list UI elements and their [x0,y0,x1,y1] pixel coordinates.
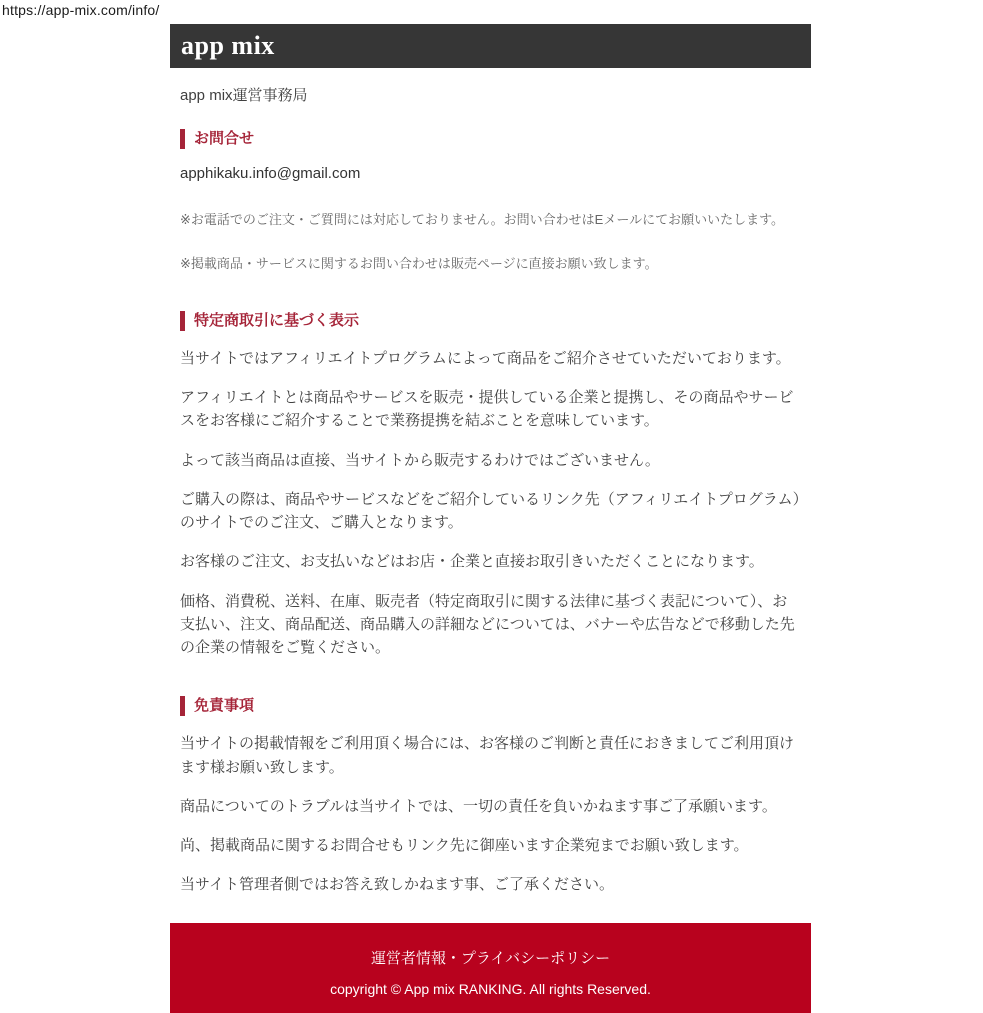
page-column [170,24,811,1013]
tokutei-paragraph: 価格、消費税、送料、在庫、販売者（特定商取引に関する法律に基づく表記について）、お支払い、注文、商品配送、商品購入の詳細などについては、バナーや広告などで移動した先の企業の情報をご覧ください。 [180,592,795,657]
tokutei-paragraph: よって該当商品は直接、当サイトから販売するわけではございません。 [180,451,660,469]
main-content [170,84,811,897]
disclaimer-paragraph: 当サイト管理者側ではお答え致しかねます事、ご了承ください。 [180,876,614,894]
privacy-policy-link[interactable]: 運営者情報・プライバシーポリシー [370,949,611,967]
disclaimer-paragraph: 当サイトの掲載情報をご利用頂く場合には、お客様のご判断と責任におきましてご利用頂けます様お願い致します。 [180,735,794,776]
site-header [170,24,811,68]
tokutei-paragraph: 当サイトではアフィリエイトプログラムによって商品をご紹介させていただいております。 [180,349,791,367]
section-heading-contact: お問合せ [180,129,801,149]
section-heading-tokutei: 特定商取引に基づく表示 [180,311,801,331]
tokutei-paragraph: アフィリエイトとは商品やサービスを販売・提供している企業と提携し、その商品やサービスをお客様にご紹介することで業務提携を結ぶことを意味しています。 [180,389,794,430]
page-url-text: https://app-mix.com/info/ [2,2,160,18]
operator-line: app mix運営事務局 [180,87,308,104]
tokutei-paragraph: お客様のご注文、お支払いなどはお店・企業と直接お取引きいただくことになります。 [180,553,764,571]
contact-note: ※掲載商品・サービスに関するお問い合わせは販売ページに直接お願い致します。 [180,255,658,271]
site-footer [170,923,811,1013]
site-logo-link[interactable]: app mix [181,31,275,60]
contact-note: ※お電話でのご注文・ご質問には対応しておりません。お問い合わせはEメールにてお願いいたします。 [180,211,785,227]
disclaimer-paragraph: 尚、掲載商品に関するお問合せもリンク先に御座います企業宛までお願い致します。 [180,837,749,855]
disclaimer-paragraph: 商品についてのトラブルは当サイトでは、一切の責任を負いかねます事ご了承願います。 [180,797,777,815]
tokutei-paragraph: ご購入の際は、商品やサービスなどをご紹介しているリンク先（アフィリエイトプログラム）のサイトでのご注文、ご購入となります。 [180,490,801,532]
copyright-text: copyright © App mix RANKING. All rights Reserved. [330,980,651,997]
section-heading-disclaimer: 免責事項 [180,696,801,716]
contact-email: apphikaku.info@gmail.com [180,165,361,183]
